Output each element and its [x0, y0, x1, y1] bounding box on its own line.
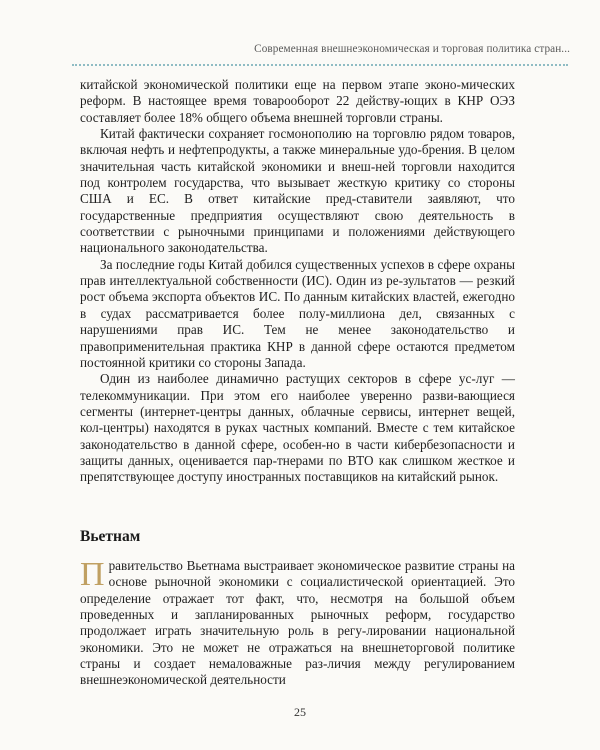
header-dotted-rule [72, 64, 568, 66]
running-header: Современная внешнеэкономическая и торговая политика стран... [254, 43, 570, 55]
section-text [80, 558, 515, 689]
section-paragraph-text: равительство Вьетнама выстраивает экономическое развитие страны на основе рыночной экономики с социалистической ориентацией. Это определение отражает тот факт, что, несмотря на большой объем проведенных и запланированных рыночных реформ, государство продолжает играть значительную роль в регу-лировании национальной экономики. Это не может не отражаться на внешнеторговой политике страны и создает немаловажные раз-личия между регулированием внешнеэкономической деятельности [80, 558, 515, 688]
body-text [80, 77, 515, 486]
dropcap-letter: П [80, 556, 105, 593]
paragraph-telecom: Один из наиболее динамично растущих секторов в сфере ус-луг — телекоммуникации. При этом его наиболее уверенно разви-вающиеся сегменты (интернет-центры данных, облачные сервисы, интернет вещей, кол-центры) находятся в руках частных компаний. Вместе с тем китайское законодательство в данной сфере, особен-но в части кибербезопасности и защиты данных, оценивается пар-тнерами по ВТО как слишком жесткое и препятствующее доступу иностранных поставщиков на китайский рынок. [80, 371, 515, 485]
paragraph-continued: китайской экономической политики еще на первом этапе эконо-мических реформ. В настоящее время товарооборот 22 действу-ющих в КНР ОЭЗ составляет более 18% общего объема внешней торговли страны. [80, 77, 515, 125]
section-title: Вьетнам [80, 528, 141, 545]
paragraph-monopoly: Китай фактически сохраняет госмонополию на торговлю рядом товаров, включая нефть и нефтепродукты, а также минеральные удо-брения. В целом значительная часть китайской экономики и внеш-ней торговли находится под контролем государства, что вызывает жесткую критику со стороны США и ЕС. В ответ китайские пред-ставители заявляют, что государственные предприятия осуществляют свою деятельность в соответствии с рыночными принципами и положениями действующего национального законодательства. [80, 126, 515, 256]
paragraph-intellectual-property: За последние годы Китай добился существенных успехов в сфере охраны прав интеллектуальной собственности (ИС). Один из ре-зультатов — резкий рост объема экспорта объектов ИС. По данным китайских властей, ежегодно в судах рассматривается более полу-миллиона дел, связанных с нарушениями прав ИС. Тем не менее законодательство и правоприменительная практика КНР в данной сфере остаются предметом постоянной критики со стороны Запада. [80, 256, 515, 370]
section-paragraph [80, 558, 515, 689]
page-number: 25 [294, 705, 306, 719]
